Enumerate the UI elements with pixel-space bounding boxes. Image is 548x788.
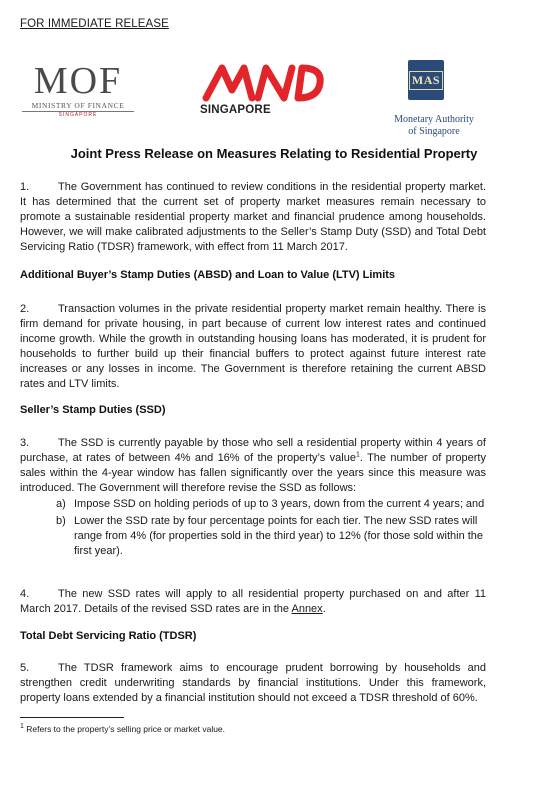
mas-seal-text: MAS [409,71,443,90]
list-marker: b) [56,515,66,527]
paragraph-text: The SSD is currently payable by those who sell a residential property within 4 years of purchase, at rates of between 4% and 16% of the property’s value [20,437,486,464]
paragraph-text: The Government has continued to review conditions in the residential property market. It has determined that the current set of property market measures remain necessary to promote a sustainable residential property market and financial prudence among households. However, we will make calibrated adjustments to the Seller’s Stamp Duty (SSD) and Total Debt Servicing Ratio (TDSR) framework, with effect from 11 March 2017. [20,181,486,253]
mof-logo-letters: MOF [33,60,123,102]
section-heading-ssd: Seller’s Stamp Duties (SSD) [20,404,166,416]
paragraph-number: 5. [20,662,30,674]
mnd-logo-mark [200,60,325,104]
list-item-text: Lower the SSD rate by four percentage points for each tier. The new SSD rates will range from 4% (for properties sold in the third year) to 12% (for those sold within the first year). [74,515,484,557]
mof-logo-country: SINGAPORE [58,112,98,118]
section-heading-tdsr: Total Debt Servicing Ratio (TDSR) [20,630,197,642]
paragraph-5 [20,661,486,706]
ssd-revision-list [56,497,486,559]
paragraph-number: 4. [20,588,30,600]
mof-logo [22,62,152,122]
footnote-ref: 1 [355,451,360,459]
footnote-divider [20,717,124,718]
paragraph-number: 1. [20,181,30,193]
mas-name-line2: of Singapore [408,125,460,137]
footnote-number: 1 [20,723,24,731]
annex-link[interactable]: Annex [291,603,323,615]
mas-logo [388,60,488,140]
mas-name-line1: Monetary Authority [394,114,474,125]
paragraph-number: 2. [20,303,30,315]
section-heading-absd-ltv: Additional Buyer’s Stamp Duties (ABSD) and Loan to Value (LTV) Limits [20,269,396,281]
list-marker: a) [56,498,66,510]
list-item [56,497,486,512]
mnd-logo-country: SINGAPORE [200,104,271,116]
footnote [20,724,225,734]
paragraph-number: 3. [20,437,30,449]
paragraph-text: The TDSR framework aims to encourage prudent borrowing by households and strengthen credit underwriting standards by financial institutions. Under this framework, property loans extended by a financial institution should not exceed a TDSR threshold of 60%. [20,662,486,704]
footnote-text: Refers to the property’s selling price or market value. [26,724,226,734]
paragraph-1 [20,180,486,255]
paragraph-text: Transaction volumes in the private residential property market remain healthy. There is firm demand for private housing, in part because of current low interest rates and continued income growth. While the growth in outstanding housing loans has moderated, it is prudent for households to further build up their financial buffers to protect against future interest rate increases or any losses in income. The Government is therefore retaining the current ABSD rates and LTV limits. [20,303,486,390]
release-label: FOR IMMEDIATE RELEASE [20,18,169,30]
mas-logo-name [388,114,480,137]
paragraph-4 [20,587,486,617]
list-item-text: Impose SSD on holding periods of up to 3 years, down from the current 4 years; and [74,498,485,510]
list-item [56,514,486,559]
paragraph-text-cont: . The number of property sales within the 4-year window has fallen significantly over the years since this measure was introduced. The Government will therefore revise the SSD as follows: [20,452,486,494]
paragraph-2 [20,302,486,392]
document-title: Joint Press Release on Measures Relating to Residential Property [70,146,478,161]
paragraph-end: . [322,603,326,615]
mas-seal-icon [408,60,444,100]
paragraph-3 [20,436,486,496]
paragraph-text: The new SSD rates will apply to all residential property purchased on and after 11 March 2017. Details of the revised SSD rates are in the [20,588,486,615]
mnd-logo [200,60,325,122]
mof-logo-subtitle: MINISTRY OF FINANCE [22,101,134,112]
